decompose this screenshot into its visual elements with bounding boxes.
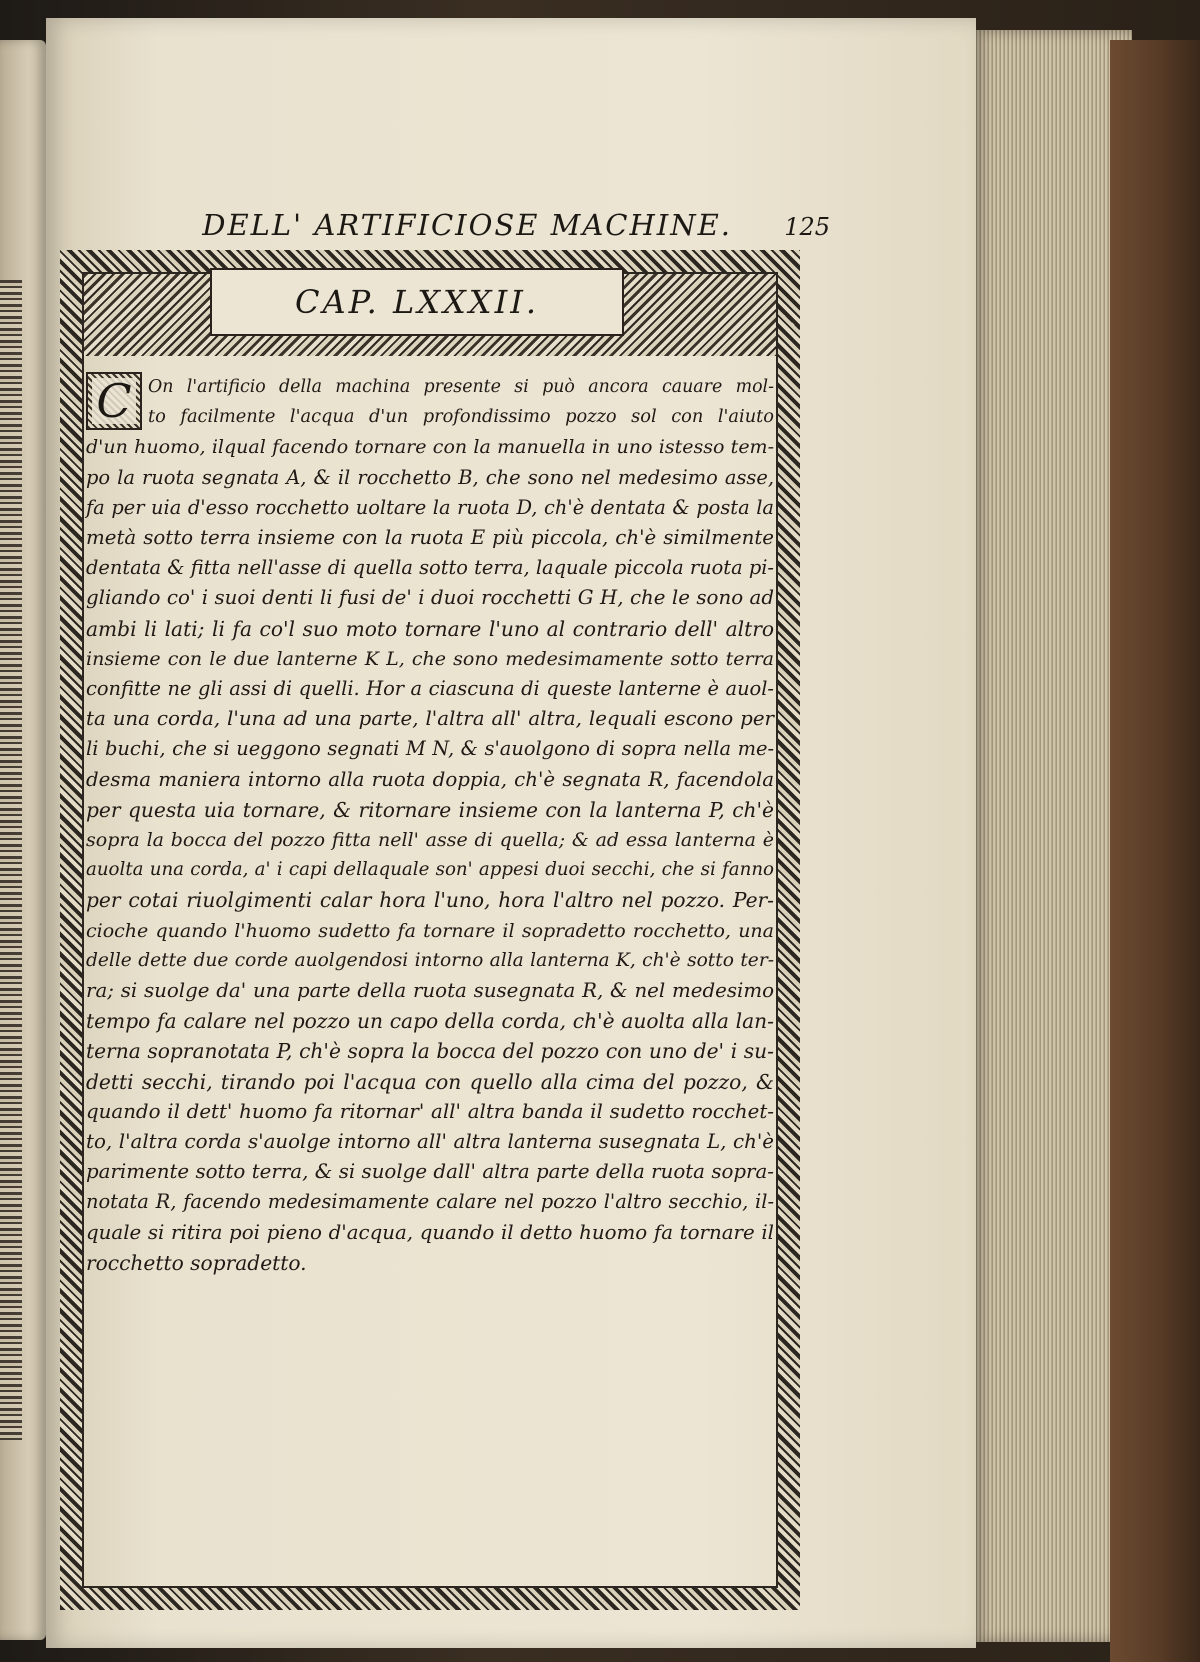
text-line: quale si ritira poi pieno d'acqua, quando il detto huomo fa tornare il (86, 1220, 774, 1244)
body-text (86, 372, 774, 1278)
text-line: auolta una corda, a' i capi dellaquale son' appesi duoi secchi, che si fanno (86, 859, 774, 881)
book-cover (1110, 40, 1200, 1662)
page-number: 125 (784, 213, 830, 241)
text-line: per cotai riuolgimenti calar hora l'uno, hora l'altro nel pozzo. Per- (86, 888, 774, 913)
running-head (150, 208, 830, 248)
text-line: metà sotto terra insieme con la ruota E più piccola, ch'è similmente (86, 526, 774, 550)
text-line: ta una corda, l'una ad una parte, l'altra all' altra, lequali escono per (86, 707, 774, 731)
text-line: dentata & fitta nell'asse di quella sotto terra, laquale piccola ruota pi- (86, 556, 774, 580)
text-line: sopra la bocca del pozzo fitta nell' asse di quella; & ad essa lanterna è (86, 829, 774, 852)
text-line: quando il dett' huomo fa ritornar' all' altra banda il sudetto rocchet- (86, 1099, 774, 1123)
text-line: desma maniera intorno alla ruota doppia, ch'è segnata R, facendola (86, 767, 774, 791)
text-line: d'un huomo, ilqual facendo tornare con la manuella in uno istesso tem- (86, 436, 774, 459)
text-line: ra; si suolge da' una parte della ruota susegnata R, & nel medesimo (86, 979, 774, 1003)
text-line: confitte ne gli assi di quelli. Hor a ciascuna di queste lanterne è auol- (86, 677, 774, 701)
chapter-title: CAP. LXXXII. (294, 283, 540, 321)
text-line: li buchi, che si ueggono segnati M N, & s'auolgono di sopra nella me- (86, 737, 774, 761)
text-line: to facilmente l'acqua d'un profondissimo pozzo sol con l'aiuto (148, 406, 774, 428)
text-line: ambi li lati; li fa co'l suo moto tornare l'uno al contrario dell' altro (86, 616, 774, 641)
text-line: detti secchi, tirando poi l'acqua con quello alla cima del pozzo, & (86, 1069, 774, 1094)
facing-page-ornament (0, 280, 22, 1440)
text-line: notata R, facendo medesimamente calare nel pozzo l'altro secchio, il- (86, 1190, 774, 1214)
chapter-heading-box (210, 268, 624, 336)
text-line: to, l'altra corda s'auolge intorno all' altra lanterna susegnata L, ch'è (86, 1130, 774, 1154)
facing-page-edge (0, 40, 46, 1640)
text-line: fa per uia d'esso rocchetto uoltare la ruota D, ch'è dentata & posta la (86, 495, 774, 519)
text-line: rocchetto sopradetto. (86, 1250, 307, 1275)
text-line: parimente sotto terra, & si suolge dall' altra parte della ruota sopra- (86, 1160, 774, 1184)
text-line: po la ruota segnata A, & il rocchetto B, che sono nel medesimo asse, (86, 465, 774, 489)
drop-cap-letter: C (92, 378, 135, 424)
text-line: tempo fa calare nel pozzo un capo della corda, ch'è auolta alla lan- (86, 1009, 774, 1034)
text-line: gliando co' i suoi denti li fusi de' i duoi rocchetti G H, che le sono ad (86, 586, 774, 610)
page-block-edges (972, 30, 1132, 1642)
text-line: terna sopranotata P, ch'è sopra la bocca del pozzo con uno de' i su- (86, 1039, 774, 1064)
text-line: cioche quando l'huomo sudetto fa tornare il sopradetto rocchetto, una (86, 919, 774, 942)
text-line: On l'artificio della machina presente si può ancora cauare mol- (148, 377, 774, 397)
text-line: per questa uia tornare, & ritornare insieme con la lanterna P, ch'è (86, 797, 774, 822)
text-line: insieme con le due lanterne K L, che sono medesimamente sotto terra (86, 647, 774, 670)
text-line: delle dette due corde auolgendosi intorno alla lanterna K, ch'è sotto ter- (86, 949, 774, 971)
running-head-title: DELL' ARTIFICIOSE MACHINE. (202, 208, 732, 242)
